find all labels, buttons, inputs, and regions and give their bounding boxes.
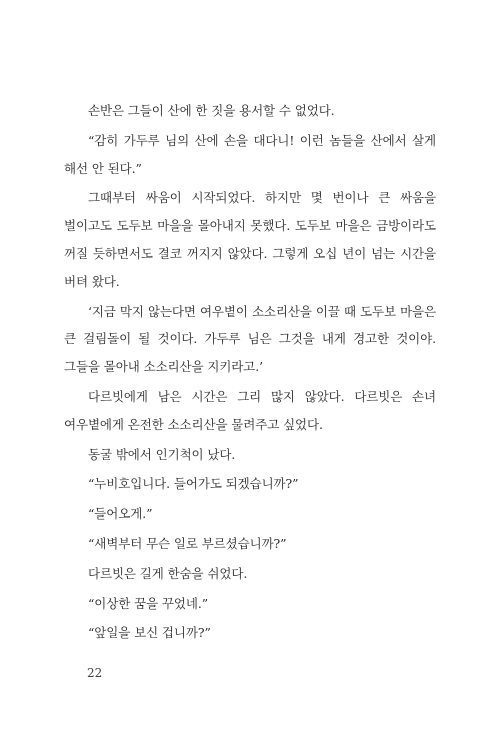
paragraph: “앞일을 보신 겁니까?” xyxy=(88,625,211,641)
paragraph: 손반은 그들이 산에 한 짓을 용서할 수 없었다. xyxy=(88,103,335,118)
paragraph: ‘지금 막지 않는다면 여우볕이 소소리산을 이끌 때 도두보 마을은 큰 걸림돌이 될 것이다. 가두루 님은 그것을 내게 경고한 것이야. 그들을 몰아내 소소리산을 지키라고.’ xyxy=(64,303,436,375)
paragraph: 동굴 밖에서 인기척이 났다. xyxy=(88,446,236,462)
paragraph: “들어오게.” xyxy=(88,506,153,522)
paragraph: 다르빗은 길게 한숨을 쉬었다. xyxy=(88,565,248,581)
paragraph: “이상한 꿈을 꾸었네.” xyxy=(88,595,209,611)
page-number: 22 xyxy=(87,666,103,680)
paragraph: “감히 가두루 님의 산에 손을 대다니! 이런 놈들을 산에서 살게 해선 안 된다.” xyxy=(64,132,436,176)
paragraph: 그때부터 싸움이 시작되었다. 하지만 몇 번이나 큰 싸움을 벌이고도 도두보 마을을 몰아내지 못했다. 도두보 마을은 금방이라도 꺼질 듯하면서도 결코 꺼지지 않았다. 그렇게 오십 년이 넘는 시간을 버텨 왔다. xyxy=(64,190,436,289)
body-text xyxy=(64,97,436,649)
paragraph: 다르빗에게 남은 시간은 그리 많지 않았다. 다르빗은 손녀 여우볕에게 온전한 소소리산을 물려주고 싶었다. xyxy=(64,388,436,432)
paragraph: “누비호입니다. 들어가도 되겠습니까?” xyxy=(88,476,299,492)
paragraph: “새벽부터 무슨 일로 부르셨습니까?” xyxy=(88,535,287,551)
